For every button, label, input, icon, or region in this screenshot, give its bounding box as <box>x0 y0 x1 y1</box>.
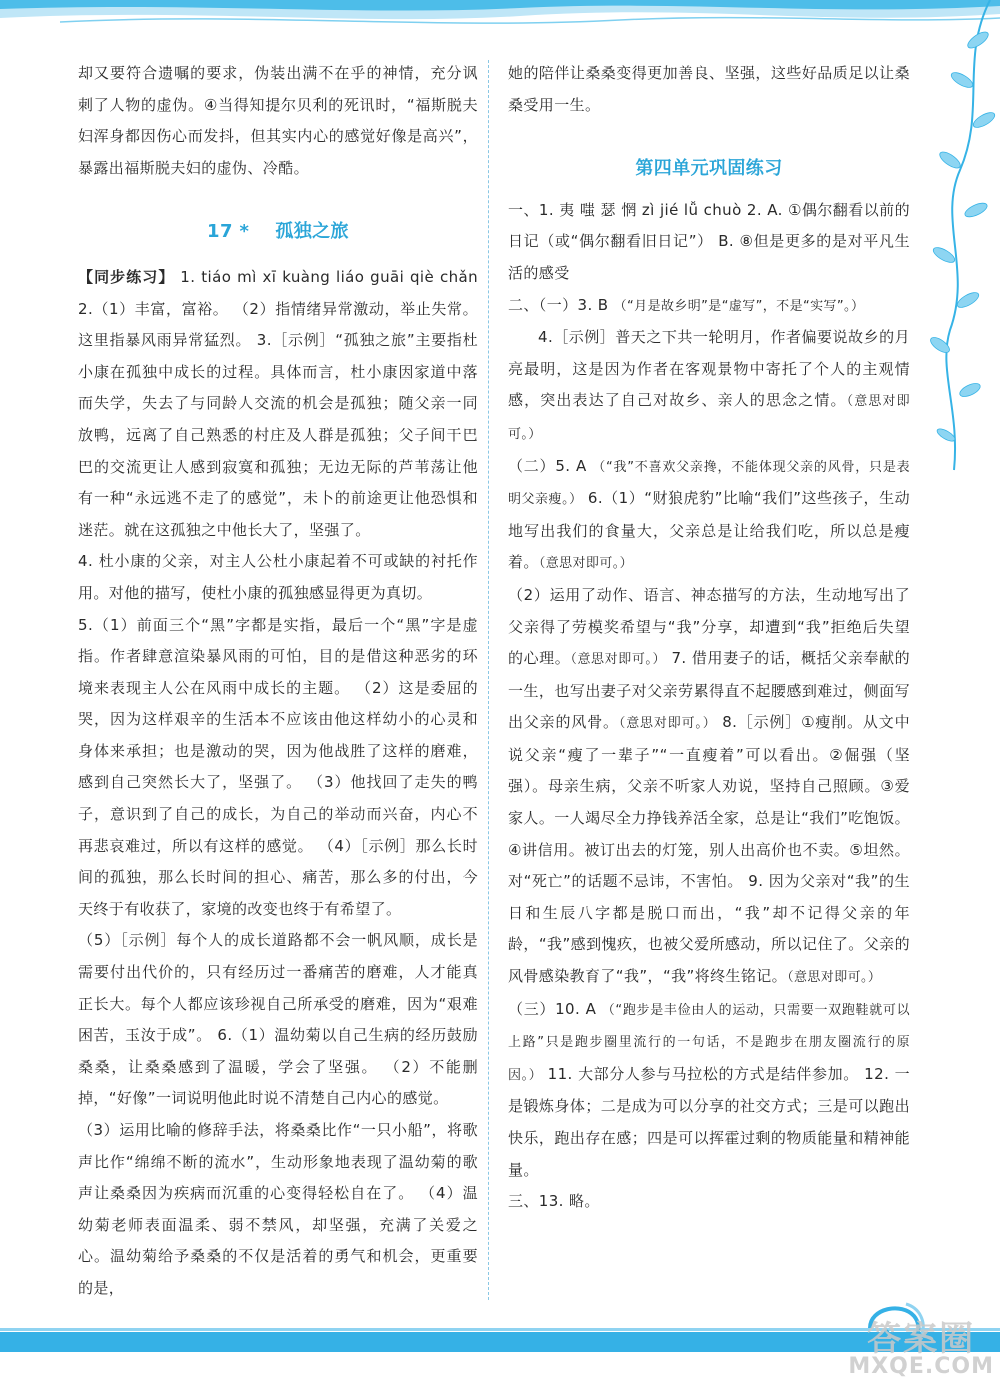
answer-4: 4. 杜小康的父亲，对主人公杜小康起着不可或缺的衬托作用。对他的描写，使杜小康的孤独感显得更为真切。 <box>78 552 478 602</box>
vine-decoration <box>920 0 1000 480</box>
answer-4-note: （意思对即可。） <box>508 394 910 442</box>
answer-5-6: （5）［示例］每个人的成长道路都不会一帆风顺，成长是需要付出代价的，只有经历过一番痛苦的磨难，人才能真正长大。每个人都应该珍视自己所承受的磨难，因为“艰难困苦，玉汝于成”。 6.（1）温幼菊以自己生病的经历鼓励桑桑，让桑桑感到了温暖，学会了坚强。 （2）不能删掉，“好像”一词说明他此时说不清楚自己内心的感觉。 <box>78 931 478 1108</box>
left-column <box>78 58 478 1305</box>
unit-answer-5-6 <box>508 451 910 580</box>
answer-11-12-text: 11. 大部分人参与马拉松的方式是结伴参加。 12. 一是锻炼身体；二是成为可以分享的社交方式；三是可以跑出快乐，跑出存在感；四是可以挥霍过剩的物质能量和精神能量。 <box>508 1064 910 1179</box>
watermark-url: MXQE.COM <box>848 1354 994 1379</box>
practice-text: 1. tiáo mì xī kuàng liáo guāi qiè chǎn 2.（1）丰富，富裕。 （2）指情绪异常激动，举止失常。这里指暴风雨异常猛烈。 3.［示例］“孤独之旅”主要指杜小康在孤独中成长的过程。具体而言，杜小康因家道中落而失学，失去了与同龄人交流的机会是孤独；随父亲一同放鸭，远离了自己熟悉的村庄及人群是孤独；父子间干巴巴的交流更让人感到寂寞和孤独；无边无际的芦苇荡让他有一种“永远逃不走了的感觉”，未卜的前途更让他恐惧和迷茫。就在这孤独之中他长大了，坚强了。 <box>78 267 478 539</box>
practice-label: 【同步练习】 <box>78 267 175 286</box>
section-heading-17 <box>78 216 478 248</box>
answer-5-note: （“我”不喜欢父亲搀，不能体现父亲的风骨，只是表明父亲瘦。） <box>508 459 911 508</box>
answer-7-note: （意思对即可。） <box>618 716 717 732</box>
section-title: 孤独之旅 <box>275 221 349 243</box>
site-watermark <box>848 1319 994 1379</box>
practice-answers-1-3 <box>78 262 478 546</box>
unit-review-heading: 第四单元巩固练习 <box>635 158 783 180</box>
unit-answer-part-2-3 <box>508 290 910 323</box>
unit-answer-6-9 <box>508 580 910 994</box>
answer-6-continued: （3）运用比喻的修辞手法，将桑桑比作“一只小船”，将歌声比作“绵绵不断的流水”，生动形象地表现了温幼菊的歌声让桑桑因为疾病而沉重的心变得轻松自在了。 （4）温幼菊老师表面温柔、弱不禁风，却坚强，充满了关爱之心。温幼菊给予桑桑的不仅是活着的勇气和机会，更重要的是， <box>78 1121 478 1297</box>
answer-3: 二、（一）3. B <box>508 295 614 314</box>
section-number: 17 * <box>207 221 250 243</box>
unit-answer-10-12 <box>508 994 910 1187</box>
answer-10-text: （三）10. A <box>508 999 602 1018</box>
right-paragraph-continued: 她的陪伴让桑桑变得更加善良、坚强，这些好品质足以让桑桑受用一生。 <box>508 64 910 114</box>
answer-5-text: （二）5. A <box>508 456 593 475</box>
answer-6-text: 6.（1）“财狼虎豹”比喻“我们”这些孩子，生动地写出我们的食量大，父亲总是让给我们吃，所以总是瘦着。 <box>508 489 910 572</box>
answer-5: 5.（1）前面三个“黑”字都是实指，最后一个“黑”字是虚指。作者肆意渲染暴风雨的可怕，目的是借这种恶劣的环境来表现主人公在风雨中成长的主题。 （2）这是委屈的哭，因为这样艰辛的生活本不应该由他这样幼小的心灵和身体来承担；也是激动的哭，因为他战胜了这样的磨难，感到自己突然长大了，坚强了。 （3）他找回了走失的鸭子，意识到了自己的成长，为自己的举动而兴奋，内心不再悲哀难过，所以有这样的感觉。 （4）［示例］那么长时间的孤独，那么长时间的担心、痛苦，那么多的付出，今天终于有收获了，家境的改变也终于有希望了。 <box>78 615 478 918</box>
answer-9-note: （意思对即可。） <box>787 970 882 986</box>
answer-10-note: （“跑步是丰俭由人的运动，只需要一双跑鞋就可以上路”只是跑步圈里流行的一句话，不是跑步在朋友圈流行的原因。） <box>508 1002 910 1083</box>
right-column <box>508 58 910 1218</box>
answer-3-note: （“月是故乡明”是“虚写”，不是“实写”。） <box>613 298 865 314</box>
column-divider <box>488 60 489 1300</box>
unit-answer-4 <box>508 322 910 450</box>
watermark-logo-text: 答案圈 <box>867 1319 976 1359</box>
answer-6-2-text: （2）运用了动作、语言、神态描写的方法，生动地写出了父亲得了劳模奖希望与“我”分享，却遭到“我”拒绝后失望的心理。 <box>508 585 910 668</box>
answer-7-text: 7. 借用妻子的话，概括父亲奉献的一生，也写出妻子对父亲劳累得直不起腰感到难过，侧面写出父亲的风骨。 <box>508 649 910 732</box>
answer-6-2-note: （意思对即可。） <box>570 652 667 668</box>
left-paragraph-continued: 却又要符合遗嘱的要求，伪装出满不在乎的神情，充分讽刺了人物的虚伪。④当得知提尔贝利的死讯时，“福斯脱夫妇浑身都因伤心而发抖，但其实内心的感觉好像是高兴”，暴露出福斯脱夫妇的虚伪、冷酷。 <box>78 64 478 177</box>
answer-4-text: 4.［示例］普天之下共一轮明月，作者偏要说故乡的月亮最明，这是因为作者在客观景物中寄托了个人的主观情感，突出表达了自己对故乡、亲人的思念之情。 <box>508 328 910 410</box>
unit-answer-13: 三、13. 略。 <box>508 1192 600 1211</box>
unit-answer-part-1: 一、1. 夷 嗤 瑟 惘 zì jié lǚ chuò 2. A. ①偶尔翻看以前的日记（或“偶尔翻看旧日记”） B. ⑧但是更多的是对平凡生活的感受 <box>508 200 910 282</box>
top-wave-banner <box>0 0 1000 40</box>
answer-6-note: （意思对即可。） <box>538 556 634 572</box>
answer-8-9-text: 8.［示例］①瘦削。从文中说父亲“瘦了一辈子”“一直瘦着”可以看出。②倔强（坚强）。母亲生病，父亲不听家人劝说，坚持自己照顾。③爱家人。一人竭尽全力挣钱养活全家，总是让“我们”吃饱饭。④讲信用。被订出去的灯笼，别人出高价也不卖。⑤坦然。对“死亡”的话题不忌讳，不害怕。 9. 因为父亲对“我”的生日和生辰八字都是脱口而出，“我”却不记得父亲的年龄，“我”感到愧疚，也被父爱所感动，所以记住了。父亲的风骨感染教育了“我”，“我”将终生铭记。 <box>508 713 910 986</box>
